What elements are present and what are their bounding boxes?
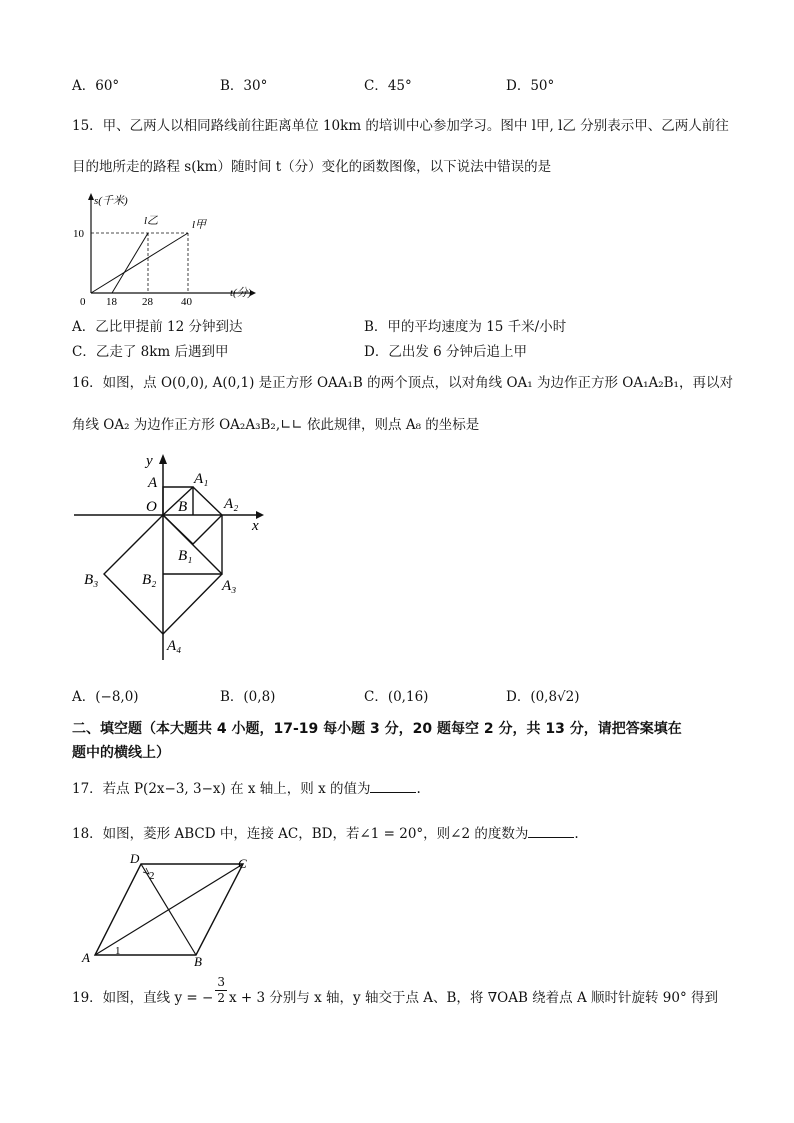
- q15-x-tick-0: 0: [80, 296, 86, 306]
- q18-label-a: A: [82, 950, 90, 965]
- q17-text: 17．若点 P(2x−3, 3−x) 在 x 轴上，则 x 的值为: [72, 781, 371, 797]
- q16-option-d: D．(0,8√2): [506, 689, 580, 705]
- q14-option-d: D．50°: [506, 78, 555, 94]
- q15-option-c: C．乙走了 8km 后遇到甲: [72, 344, 229, 360]
- q19-fraction: [215, 975, 227, 1006]
- q18-label-b: B: [194, 954, 202, 968]
- q14-option-a: A．60°: [72, 78, 120, 94]
- q15-stem-line2: 目的地所走的路程 s(km）随时间 t（分）变化的函数图像，以下说法中错误的是: [72, 159, 552, 175]
- q15-label-jia: l甲: [192, 219, 207, 231]
- q16-label-a: A: [148, 475, 158, 491]
- q16-label-y: y: [146, 453, 153, 469]
- q15-option-b: B．甲的平均速度为 15 千米/小时: [364, 319, 567, 335]
- section2-heading-line1: 二、填空题（本大题共 4 小题，17-19 每小题 3 分，20 题每空 2 分，共 13 分，请把答案填在: [72, 721, 682, 737]
- q15-stem-line1: 15．甲、乙两人以相同路线前往距离单位 10km 的培训中心参加学习。图中 l甲, l乙 分别表示甲、乙两人前往: [72, 118, 729, 134]
- q19-question: [72, 975, 718, 1011]
- q18-angle-2: 2: [149, 870, 155, 882]
- q16-label-o: O: [146, 499, 157, 515]
- q16-label-b1: B₁: [178, 548, 193, 564]
- q15-y-tick-10: 10: [73, 228, 84, 240]
- q18-label-d: D: [130, 851, 140, 866]
- q16-label-a3: A₃: [222, 578, 237, 594]
- section2-heading-line2: 题中的横线上）: [72, 745, 170, 761]
- q15-label-yi: l乙: [144, 215, 159, 227]
- q18-rhombus-figure: [80, 850, 260, 968]
- q18-angle-1: 1: [115, 945, 121, 957]
- q15-y-label: s(千米): [94, 195, 128, 207]
- q16-label-b3: B₃: [84, 572, 99, 588]
- q18-question: [72, 822, 579, 842]
- q19-prefix: 19．如图，直线 y = −: [72, 990, 214, 1006]
- q16-figure: [70, 448, 270, 663]
- q16-stem-line1: 16．如图，点 O(0,0), A(0,1) 是正方形 OAA₁B 的两个顶点，以对角线 OA₁ 为边作正方形 OA₁A₂B₁，再以对: [72, 375, 733, 391]
- q15-option-d: D．乙出发 6 分钟后追上甲: [364, 344, 527, 360]
- q16-label-a4: A₄: [167, 638, 182, 654]
- q15-x-label: t(分): [230, 287, 252, 299]
- q15-x-tick-28: 28: [142, 296, 153, 306]
- q19-denominator: 2: [217, 991, 225, 1005]
- q16-label-a2: A₂: [224, 496, 239, 512]
- q16-option-b: B．(0,8): [220, 689, 276, 705]
- q15-option-a: A．乙比甲提前 12 分钟到达: [72, 319, 243, 335]
- q15-x-tick-18: 18: [106, 296, 117, 306]
- q16-option-a: A．(−8,0): [72, 689, 139, 705]
- q18-label-c: C: [238, 856, 247, 871]
- q15-line-jia: [91, 233, 188, 293]
- q16-option-c: C．(0,16): [364, 689, 429, 705]
- q16-label-a1: A₁: [194, 471, 209, 487]
- q15-line-yi: [112, 233, 148, 293]
- q16-y-arrow: [159, 454, 167, 464]
- q16-stem-line2: 角线 OA₂ 为边作正方形 OA₂A₃B₂,∟∟ 依此规律，则点 A₈ 的坐标是: [72, 417, 480, 433]
- q19-numerator: 3: [217, 975, 225, 989]
- q17-answer-blank: [370, 780, 416, 793]
- q16-label-x: x: [252, 518, 259, 534]
- q18-answer-blank: [528, 825, 574, 838]
- q14-option-c: C．45°: [364, 78, 412, 94]
- q16-label-b: B: [178, 499, 188, 515]
- q18-end: .: [574, 826, 579, 842]
- q17-end: .: [416, 781, 421, 797]
- q19-suffix: x + 3 分别与 x 轴，y 轴交于点 A、B，将 ∇OAB 绕着点 A 顺时针旋转 90° 得到: [228, 990, 719, 1006]
- q18-text: 18．如图，菱形 ABCD 中，连接 AC，BD，若∠1 = 20°，则∠2 的度数为: [72, 826, 529, 842]
- q14-option-b: B．30°: [220, 78, 268, 94]
- q16-label-b2: B₂: [142, 572, 157, 588]
- q15-x-tick-40: 40: [181, 296, 192, 306]
- q15-graph: [70, 188, 260, 306]
- q17-question: [72, 777, 421, 797]
